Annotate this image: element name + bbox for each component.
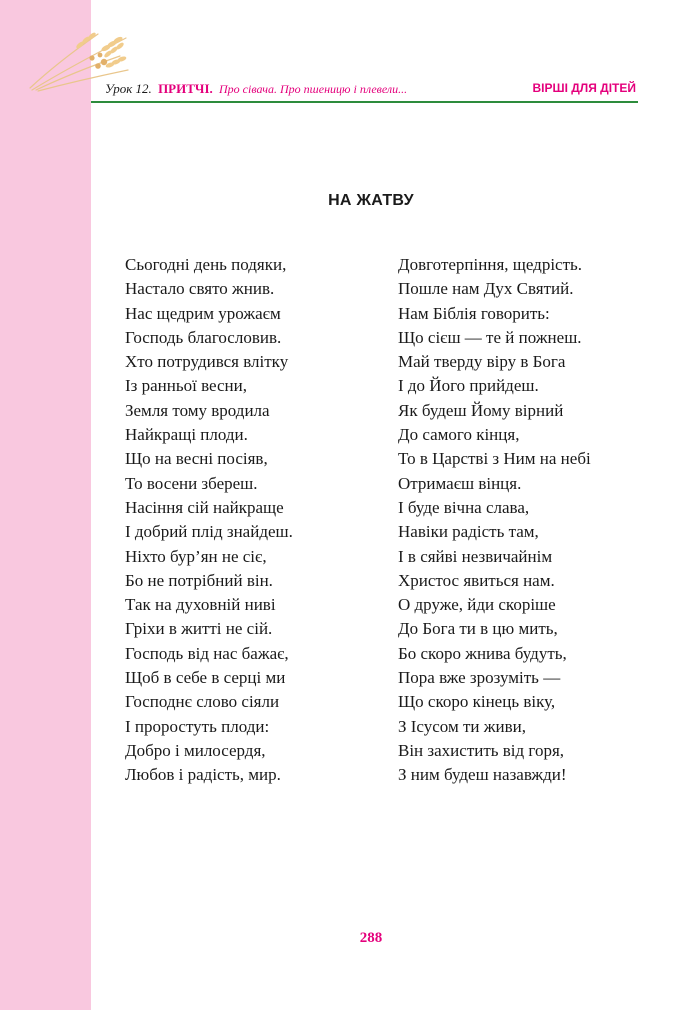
poem-line: То в Царстві з Ним на небі xyxy=(398,449,591,469)
poem-line: То восени збереш. xyxy=(125,473,258,493)
poem-line: І до Його прийдеш. xyxy=(398,376,539,396)
poem-line: Хто потрудився влітку xyxy=(125,352,289,372)
poem-line: Нам Біблія говорить: xyxy=(398,303,550,323)
poem-line: Довготерпіння, щедрість. xyxy=(398,255,583,274)
poem-line: І добрий плід знайдеш. xyxy=(125,522,293,542)
poem-line: Гріхи в житті не сій. xyxy=(125,619,273,639)
side-band xyxy=(0,0,91,1010)
poem-line: До Бога ти в цю мить, xyxy=(398,619,558,639)
poem-line: З ним будеш назавжди! xyxy=(398,765,567,785)
poem-line: Нас щедрим урожаєм xyxy=(125,303,281,323)
poem-line: Так на духовній ниві xyxy=(125,595,276,615)
poem-title: НА ЖАТВУ xyxy=(328,192,414,209)
poem-line: Отримаєш вінця. xyxy=(398,473,522,493)
poem-line: І проростуть плоди: xyxy=(125,716,270,736)
poem-line: І буде вічна слава, xyxy=(398,497,530,517)
poem-line: До самого кінця, xyxy=(398,425,520,445)
page-number: 288 xyxy=(359,930,383,946)
poem-line: Навіки радість там, xyxy=(398,522,539,542)
poem-line: Як будеш Йому вірний xyxy=(398,400,564,420)
poem-line: Що сієш — те й пожнеш. xyxy=(398,327,582,347)
section-title: ВІРШІ ДЛЯ ДІТЕЙ xyxy=(532,81,636,95)
poem-line: І в сяйві незвичайнім xyxy=(398,546,553,566)
poem-line: Щоб в себе в серці ми xyxy=(125,668,286,688)
poem-line: Найкращі плоди. xyxy=(125,425,248,445)
poem-line: Бо не потрібний він. xyxy=(125,570,273,590)
poem-line: Господнє слово сіяли xyxy=(125,692,280,712)
poem-line: Май тверду віру в Бога xyxy=(398,352,566,372)
poem-line: З Ісусом ти живи, xyxy=(398,716,526,736)
poem-line: Він захистить від горя, xyxy=(398,740,565,760)
poem-line: Господь благословив. xyxy=(125,327,282,347)
poem-left-column xyxy=(125,253,293,788)
poem-right-column xyxy=(398,253,591,788)
poem-line: Любов і радість, мир. xyxy=(125,765,281,785)
page-header xyxy=(100,80,638,100)
lesson-subtopic: Про сівача. Про пшеницю і плевели... xyxy=(219,82,408,96)
poem-line: Що на весні посіяв, xyxy=(125,449,268,469)
poem-line: Добро і милосердя, xyxy=(125,740,266,760)
header-divider xyxy=(91,101,638,103)
poem-line: Із ранньої весни, xyxy=(125,376,247,396)
poem-line: Христос явиться нам. xyxy=(398,570,555,590)
lesson-topic: ПРИТЧІ. xyxy=(158,81,213,96)
poem-line: Сьогодні день подяки, xyxy=(125,255,287,274)
poem-line: Господь від нас бажає, xyxy=(125,643,289,663)
lesson-number: Урок 12. xyxy=(105,81,152,96)
poem-line: Ніхто бур’ян не сіє, xyxy=(125,546,267,566)
lesson-heading xyxy=(105,81,407,97)
poem-line: Пошле нам Дух Святий. xyxy=(398,279,574,299)
poem-line: Пора вже зрозуміть — xyxy=(398,668,561,688)
poem-line: О друже, йди скоріше xyxy=(398,595,556,615)
poem-line: Насіння сій найкраще xyxy=(125,497,284,517)
poem-line: Бо скоро жнива будуть, xyxy=(398,643,567,663)
poem-line: Що скоро кінець віку, xyxy=(398,692,556,712)
poem-line: Настало свято жнив. xyxy=(125,279,275,299)
poem-line: Земля тому вродила xyxy=(125,400,270,420)
